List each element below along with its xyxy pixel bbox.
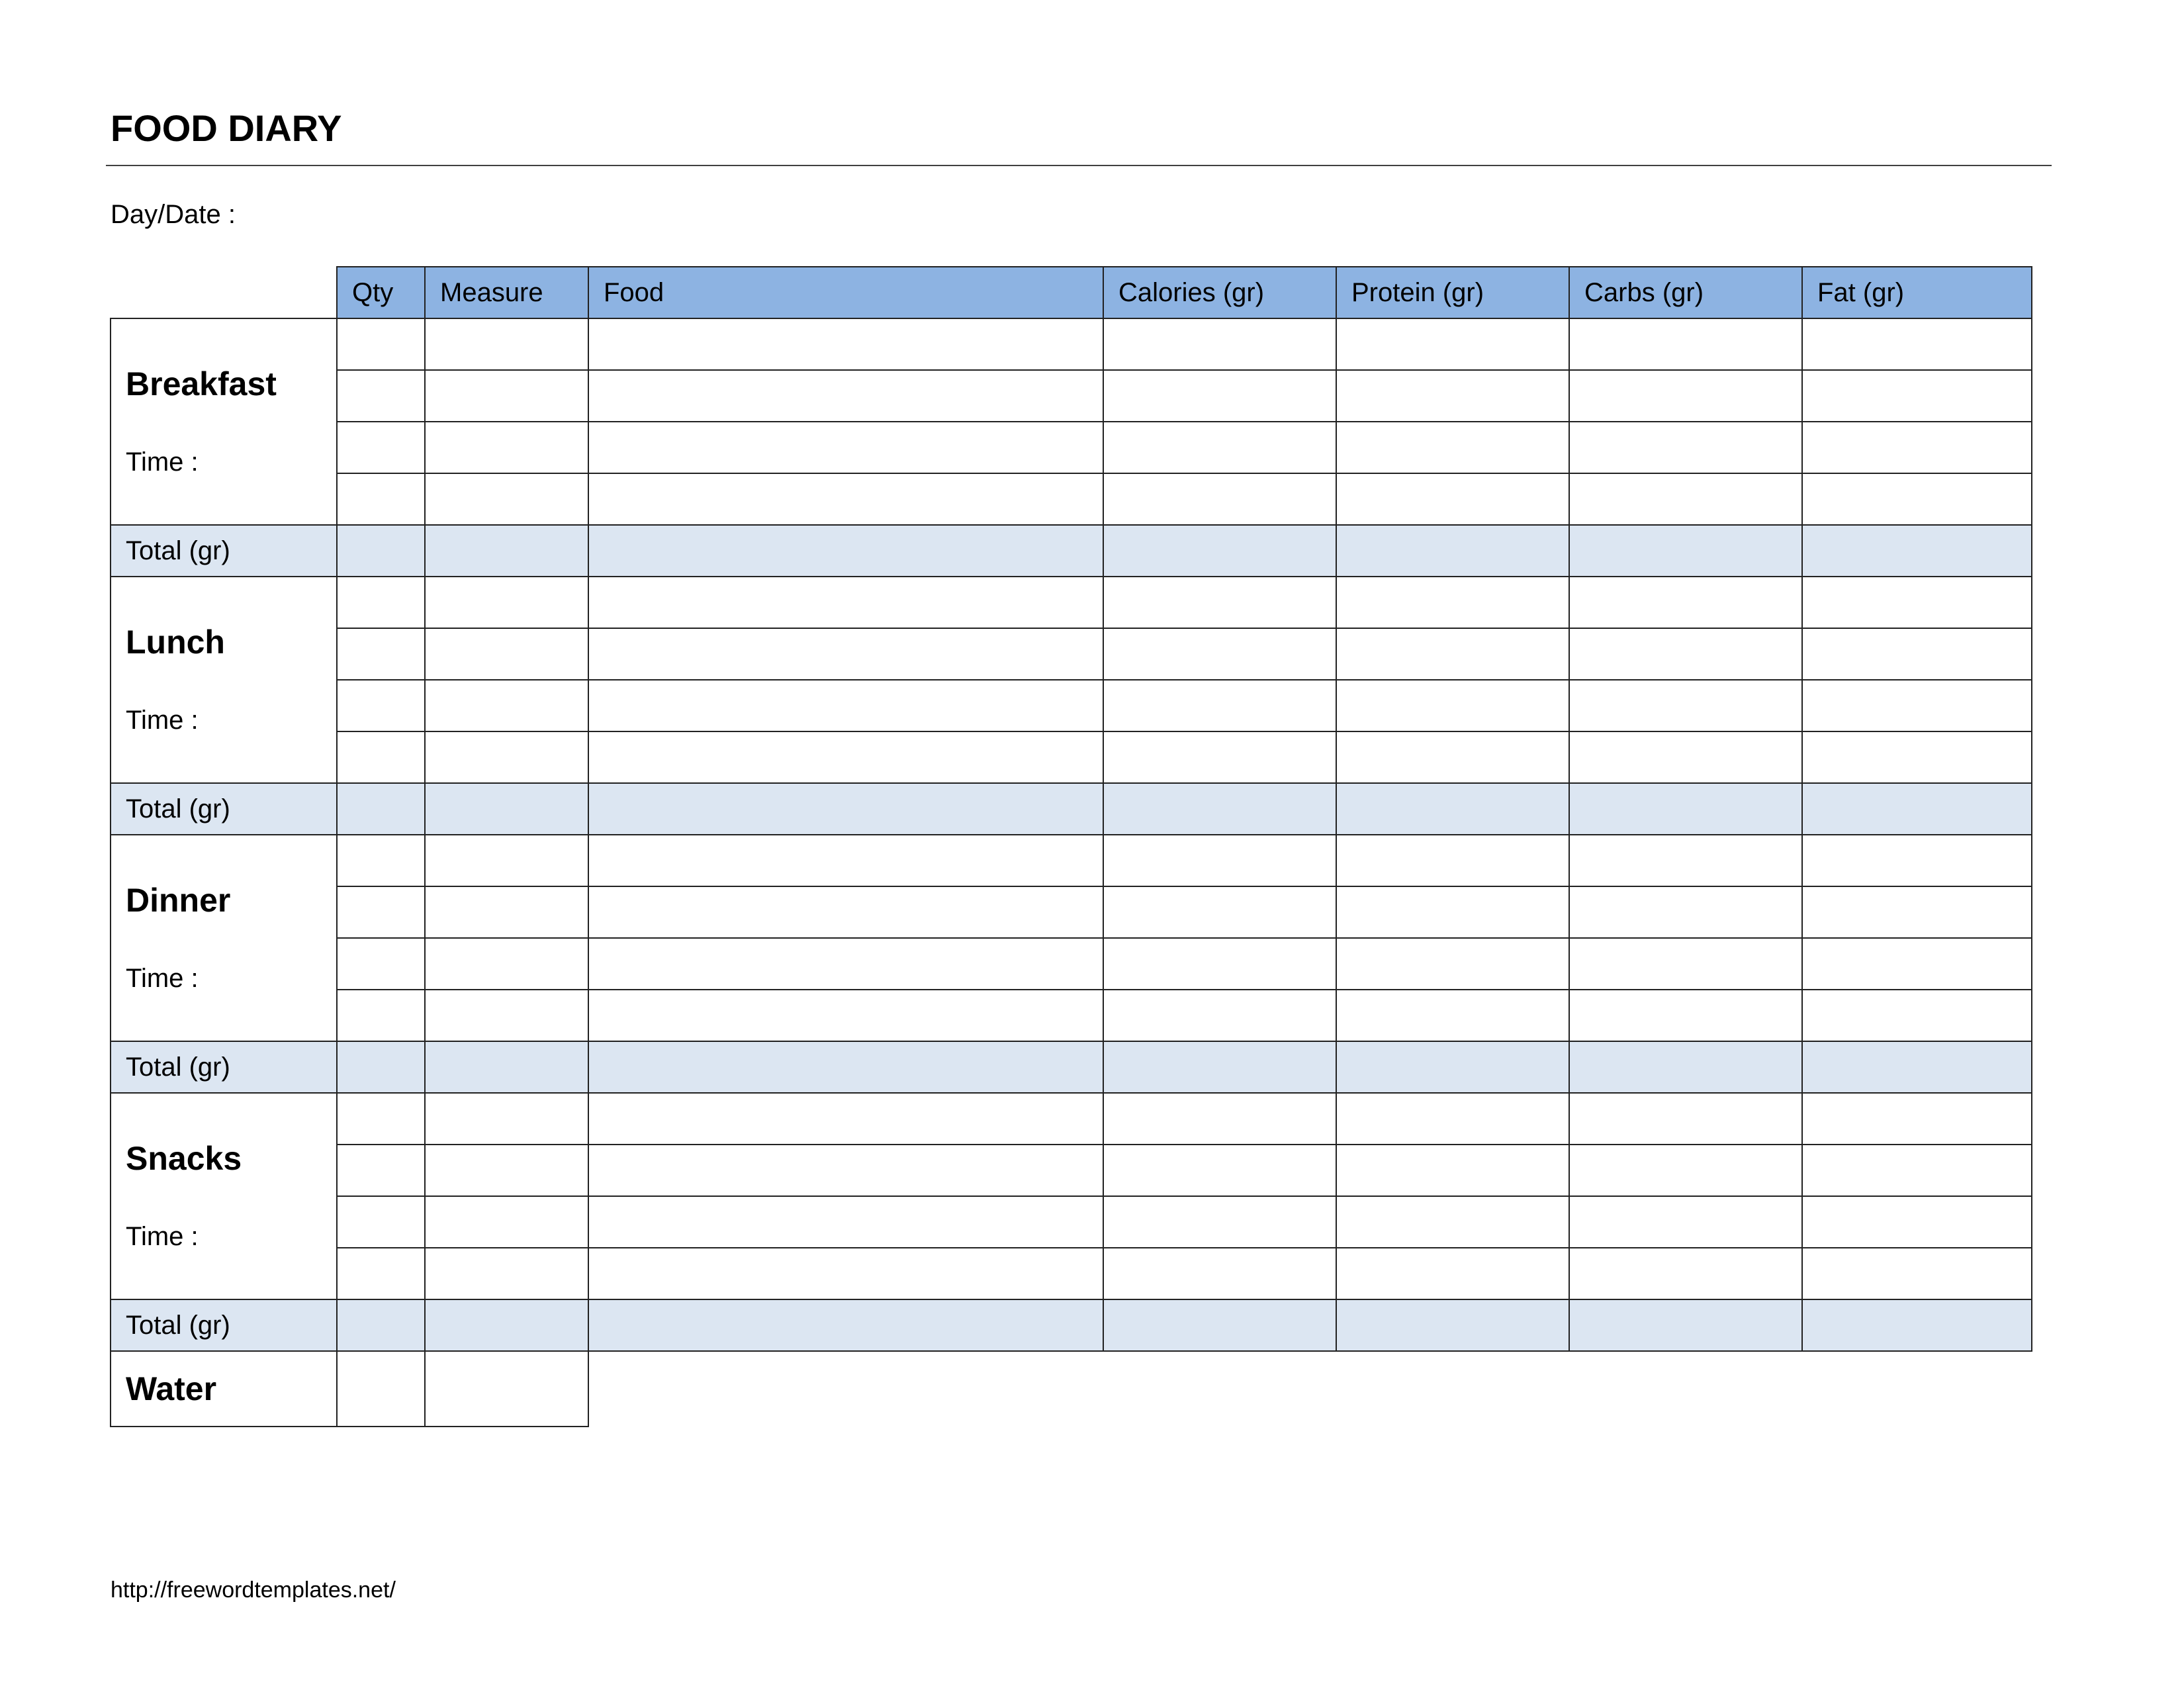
column-header-carbs: Carbs (gr) <box>1569 267 1802 318</box>
title-divider <box>106 165 2052 166</box>
breakfast-total-carbs-cell[interactable] <box>1569 525 1802 577</box>
dinner-carbs-cell[interactable] <box>1569 990 1802 1041</box>
lunch-qty-cell[interactable] <box>337 577 425 628</box>
breakfast-protein-cell[interactable] <box>1336 473 1569 525</box>
snacks-carbs-cell[interactable] <box>1569 1145 1802 1196</box>
breakfast-measure-cell[interactable] <box>425 370 588 422</box>
snacks-calories-cell[interactable] <box>1103 1145 1336 1196</box>
breakfast-calories-cell[interactable] <box>1103 370 1336 422</box>
meal-label-breakfast <box>111 318 337 525</box>
snacks-total-calories-cell[interactable] <box>1103 1299 1336 1351</box>
breakfast-food-cell[interactable] <box>588 473 1103 525</box>
total-label: Total (gr) <box>111 1299 337 1351</box>
water-qty-cell[interactable] <box>337 1351 425 1427</box>
breakfast-protein-cell[interactable] <box>1336 318 1569 370</box>
lunch-measure-cell[interactable] <box>425 628 588 680</box>
lunch-protein-cell[interactable] <box>1336 731 1569 783</box>
lunch-total-protein-cell[interactable] <box>1336 783 1569 835</box>
snacks-qty-cell[interactable] <box>337 1093 425 1145</box>
dinner-food-cell[interactable] <box>588 990 1103 1041</box>
water-label: Water <box>111 1351 337 1427</box>
entry-row <box>111 628 2032 680</box>
breakfast-carbs-cell[interactable] <box>1569 318 1802 370</box>
breakfast-calories-cell[interactable] <box>1103 318 1336 370</box>
breakfast-fat-cell[interactable] <box>1802 318 2032 370</box>
dinner-measure-cell[interactable] <box>425 835 588 886</box>
entry-row <box>111 1145 2032 1196</box>
document-title: FOOD DIARY <box>111 107 342 149</box>
snacks-carbs-cell[interactable] <box>1569 1196 1802 1248</box>
dinner-total-measure-cell[interactable] <box>425 1041 588 1093</box>
entry-row <box>111 731 2032 783</box>
entry-row <box>111 886 2032 938</box>
dinner-total-carbs-cell[interactable] <box>1569 1041 1802 1093</box>
total-row-breakfast <box>111 525 2032 577</box>
entry-row <box>111 318 2032 370</box>
snacks-protein-cell[interactable] <box>1336 1093 1569 1145</box>
dinner-qty-cell[interactable] <box>337 990 425 1041</box>
snacks-protein-cell[interactable] <box>1336 1248 1569 1299</box>
meal-time-label: Time : <box>126 1222 199 1251</box>
dinner-total-fat-cell[interactable] <box>1802 1041 2032 1093</box>
lunch-total-carbs-cell[interactable] <box>1569 783 1802 835</box>
dinner-total-calories-cell[interactable] <box>1103 1041 1336 1093</box>
dinner-calories-cell[interactable] <box>1103 938 1336 990</box>
total-label: Total (gr) <box>111 1041 337 1093</box>
entry-row <box>111 473 2032 525</box>
lunch-carbs-cell[interactable] <box>1569 731 1802 783</box>
snacks-food-cell[interactable] <box>588 1248 1103 1299</box>
breakfast-food-cell[interactable] <box>588 318 1103 370</box>
entry-row <box>111 990 2032 1041</box>
dinner-food-cell[interactable] <box>588 835 1103 886</box>
lunch-protein-cell[interactable] <box>1336 680 1569 731</box>
lunch-calories-cell[interactable] <box>1103 628 1336 680</box>
column-header-fat: Fat (gr) <box>1802 267 2032 318</box>
water-measure-cell[interactable] <box>425 1351 588 1427</box>
total-label: Total (gr) <box>111 525 337 577</box>
snacks-total-carbs-cell[interactable] <box>1569 1299 1802 1351</box>
snacks-carbs-cell[interactable] <box>1569 1093 1802 1145</box>
footer-url: http://freewordtemplates.net/ <box>111 1577 396 1603</box>
meal-time-label: Time : <box>126 706 199 735</box>
snacks-qty-cell[interactable] <box>337 1196 425 1248</box>
dinner-protein-cell[interactable] <box>1336 990 1569 1041</box>
lunch-food-cell[interactable] <box>588 731 1103 783</box>
snacks-qty-cell[interactable] <box>337 1248 425 1299</box>
dinner-food-cell[interactable] <box>588 938 1103 990</box>
dinner-qty-cell[interactable] <box>337 938 425 990</box>
dinner-qty-cell[interactable] <box>337 835 425 886</box>
entry-row <box>111 577 2032 628</box>
dinner-fat-cell[interactable] <box>1802 835 2032 886</box>
meal-name: Breakfast <box>126 365 277 402</box>
dinner-food-cell[interactable] <box>588 886 1103 938</box>
lunch-food-cell[interactable] <box>588 680 1103 731</box>
breakfast-fat-cell[interactable] <box>1802 473 2032 525</box>
snacks-total-protein-cell[interactable] <box>1336 1299 1569 1351</box>
snacks-measure-cell[interactable] <box>425 1248 588 1299</box>
header-row <box>111 267 2032 318</box>
snacks-carbs-cell[interactable] <box>1569 1248 1802 1299</box>
total-row-snacks <box>111 1299 2032 1351</box>
snacks-qty-cell[interactable] <box>337 1145 425 1196</box>
dinner-carbs-cell[interactable] <box>1569 886 1802 938</box>
total-row-dinner <box>111 1041 2032 1093</box>
snacks-total-food-cell[interactable] <box>588 1299 1103 1351</box>
breakfast-protein-cell[interactable] <box>1336 370 1569 422</box>
dinner-protein-cell[interactable] <box>1336 835 1569 886</box>
breakfast-qty-cell[interactable] <box>337 370 425 422</box>
day-date-label: Day/Date : <box>111 200 236 229</box>
snacks-fat-cell[interactable] <box>1802 1248 2032 1299</box>
dinner-measure-cell[interactable] <box>425 990 588 1041</box>
entry-row <box>111 370 2032 422</box>
dinner-calories-cell[interactable] <box>1103 886 1336 938</box>
entry-row <box>111 680 2032 731</box>
column-header-qty: Qty <box>337 267 425 318</box>
breakfast-calories-cell[interactable] <box>1103 473 1336 525</box>
snacks-total-fat-cell[interactable] <box>1802 1299 2032 1351</box>
entry-row <box>111 1248 2032 1299</box>
lunch-total-measure-cell[interactable] <box>425 783 588 835</box>
breakfast-total-fat-cell[interactable] <box>1802 525 2032 577</box>
lunch-qty-cell[interactable] <box>337 628 425 680</box>
snacks-calories-cell[interactable] <box>1103 1093 1336 1145</box>
breakfast-protein-cell[interactable] <box>1336 422 1569 473</box>
snacks-fat-cell[interactable] <box>1802 1093 2032 1145</box>
snacks-total-qty-cell[interactable] <box>337 1299 425 1351</box>
lunch-food-cell[interactable] <box>588 577 1103 628</box>
entry-row <box>111 422 2032 473</box>
total-label: Total (gr) <box>111 783 337 835</box>
lunch-fat-cell[interactable] <box>1802 680 2032 731</box>
snacks-measure-cell[interactable] <box>425 1093 588 1145</box>
lunch-fat-cell[interactable] <box>1802 628 2032 680</box>
column-header-measure: Measure <box>425 267 588 318</box>
breakfast-carbs-cell[interactable] <box>1569 422 1802 473</box>
breakfast-total-measure-cell[interactable] <box>425 525 588 577</box>
dinner-fat-cell[interactable] <box>1802 938 2032 990</box>
lunch-measure-cell[interactable] <box>425 577 588 628</box>
breakfast-qty-cell[interactable] <box>337 473 425 525</box>
dinner-protein-cell[interactable] <box>1336 938 1569 990</box>
snacks-total-measure-cell[interactable] <box>425 1299 588 1351</box>
lunch-carbs-cell[interactable] <box>1569 628 1802 680</box>
breakfast-total-food-cell[interactable] <box>588 525 1103 577</box>
column-header-protein: Protein (gr) <box>1336 267 1569 318</box>
breakfast-total-qty-cell[interactable] <box>337 525 425 577</box>
dinner-fat-cell[interactable] <box>1802 886 2032 938</box>
water-row <box>111 1351 2032 1427</box>
snacks-protein-cell[interactable] <box>1336 1196 1569 1248</box>
lunch-qty-cell[interactable] <box>337 731 425 783</box>
snacks-food-cell[interactable] <box>588 1145 1103 1196</box>
breakfast-measure-cell[interactable] <box>425 473 588 525</box>
dinner-calories-cell[interactable] <box>1103 835 1336 886</box>
snacks-fat-cell[interactable] <box>1802 1196 2032 1248</box>
breakfast-carbs-cell[interactable] <box>1569 473 1802 525</box>
snacks-food-cell[interactable] <box>588 1093 1103 1145</box>
dinner-total-protein-cell[interactable] <box>1336 1041 1569 1093</box>
lunch-protein-cell[interactable] <box>1336 577 1569 628</box>
dinner-fat-cell[interactable] <box>1802 990 2032 1041</box>
lunch-total-qty-cell[interactable] <box>337 783 425 835</box>
food-diary-table <box>110 266 2032 1427</box>
lunch-food-cell[interactable] <box>588 628 1103 680</box>
lunch-total-calories-cell[interactable] <box>1103 783 1336 835</box>
dinner-protein-cell[interactable] <box>1336 886 1569 938</box>
meal-label-lunch <box>111 577 337 783</box>
lunch-calories-cell[interactable] <box>1103 731 1336 783</box>
snacks-measure-cell[interactable] <box>425 1196 588 1248</box>
dinner-calories-cell[interactable] <box>1103 990 1336 1041</box>
breakfast-total-calories-cell[interactable] <box>1103 525 1336 577</box>
column-header-calories: Calories (gr) <box>1103 267 1336 318</box>
meal-time-label: Time : <box>126 447 199 477</box>
meal-label-dinner <box>111 835 337 1041</box>
dinner-measure-cell[interactable] <box>425 938 588 990</box>
breakfast-measure-cell[interactable] <box>425 422 588 473</box>
dinner-qty-cell[interactable] <box>337 886 425 938</box>
breakfast-total-protein-cell[interactable] <box>1336 525 1569 577</box>
snacks-protein-cell[interactable] <box>1336 1145 1569 1196</box>
breakfast-measure-cell[interactable] <box>425 318 588 370</box>
meal-name: Snacks <box>126 1140 242 1177</box>
total-row-lunch <box>111 783 2032 835</box>
snacks-calories-cell[interactable] <box>1103 1248 1336 1299</box>
lunch-calories-cell[interactable] <box>1103 577 1336 628</box>
entry-row <box>111 835 2032 886</box>
dinner-total-qty-cell[interactable] <box>337 1041 425 1093</box>
lunch-fat-cell[interactable] <box>1802 731 2032 783</box>
lunch-total-fat-cell[interactable] <box>1802 783 2032 835</box>
entry-row <box>111 938 2032 990</box>
lunch-carbs-cell[interactable] <box>1569 577 1802 628</box>
snacks-calories-cell[interactable] <box>1103 1196 1336 1248</box>
dinner-carbs-cell[interactable] <box>1569 938 1802 990</box>
header-corner <box>111 267 337 318</box>
lunch-qty-cell[interactable] <box>337 680 425 731</box>
meal-name: Dinner <box>126 882 231 919</box>
lunch-measure-cell[interactable] <box>425 731 588 783</box>
breakfast-carbs-cell[interactable] <box>1569 370 1802 422</box>
lunch-protein-cell[interactable] <box>1336 628 1569 680</box>
dinner-total-food-cell[interactable] <box>588 1041 1103 1093</box>
dinner-carbs-cell[interactable] <box>1569 835 1802 886</box>
lunch-calories-cell[interactable] <box>1103 680 1336 731</box>
lunch-carbs-cell[interactable] <box>1569 680 1802 731</box>
breakfast-qty-cell[interactable] <box>337 422 425 473</box>
dinner-measure-cell[interactable] <box>425 886 588 938</box>
diary-body <box>111 318 2032 1427</box>
entry-row <box>111 1093 2032 1145</box>
breakfast-food-cell[interactable] <box>588 370 1103 422</box>
breakfast-fat-cell[interactable] <box>1802 370 2032 422</box>
meal-name: Lunch <box>126 624 225 661</box>
lunch-measure-cell[interactable] <box>425 680 588 731</box>
snacks-fat-cell[interactable] <box>1802 1145 2032 1196</box>
lunch-fat-cell[interactable] <box>1802 577 2032 628</box>
breakfast-calories-cell[interactable] <box>1103 422 1336 473</box>
breakfast-food-cell[interactable] <box>588 422 1103 473</box>
lunch-total-food-cell[interactable] <box>588 783 1103 835</box>
breakfast-fat-cell[interactable] <box>1802 422 2032 473</box>
snacks-food-cell[interactable] <box>588 1196 1103 1248</box>
breakfast-qty-cell[interactable] <box>337 318 425 370</box>
meal-label-snacks <box>111 1093 337 1299</box>
entry-row <box>111 1196 2032 1248</box>
meal-time-label: Time : <box>126 964 199 993</box>
water-row-filler <box>588 1351 2032 1427</box>
snacks-measure-cell[interactable] <box>425 1145 588 1196</box>
column-header-food: Food <box>588 267 1103 318</box>
